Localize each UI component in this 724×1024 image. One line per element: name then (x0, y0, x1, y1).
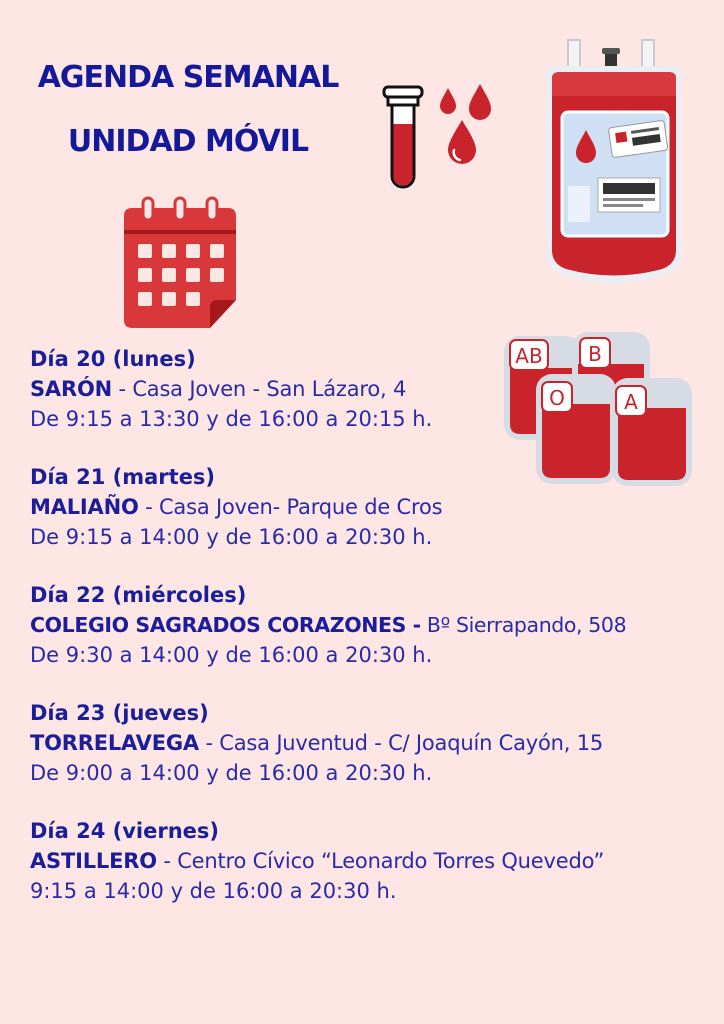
blood-type-label: A (624, 390, 638, 414)
blood-type-label: O (549, 386, 565, 410)
title-line-1: AGENDA SEMANAL (37, 60, 339, 95)
entry-day: Día 22 (miércoles) (30, 583, 247, 607)
schedule-entry (30, 344, 720, 434)
entry-place: SARÓN (30, 377, 112, 401)
blood-bag-icon (536, 38, 692, 290)
entry-location (30, 846, 720, 876)
entry-address: - Casa Joven - San Lázaro, 4 (111, 377, 407, 401)
entry-address: - Centro Cívico “Leonardo Torres Quevedo” (156, 849, 605, 873)
blood-type-label: B (588, 342, 602, 366)
schedule-list (30, 344, 720, 934)
title-line-2: UNIDAD MÓVIL (67, 124, 309, 159)
entry-address: - Casa Juventud - C/ Joaquín Cayón, 15 (198, 731, 604, 755)
test-tube-icon (378, 84, 428, 198)
schedule-entry (30, 462, 720, 552)
entry-location (30, 610, 720, 640)
entry-place: MALIAÑO (30, 495, 139, 519)
schedule-entry (30, 580, 720, 670)
entry-place: COLEGIO SAGRADOS CORAZONES - (30, 613, 421, 637)
entry-place: ASTILLERO (30, 849, 157, 873)
entry-hours: De 9:00 a 14:00 y de 16:00 a 20:30 h. (30, 761, 433, 785)
schedule-entry (30, 698, 720, 788)
entry-day: Día 23 (jueves) (30, 701, 209, 725)
entry-place: TORRELAVEGA (30, 731, 199, 755)
calendar-icon (118, 196, 242, 332)
entry-day: Día 21 (martes) (30, 465, 216, 489)
entry-address: - Casa Joven- Parque de Cros (138, 495, 443, 519)
entry-hours: 9:15 a 14:00 y de 16:00 a 20:30 h. (30, 879, 397, 903)
entry-location (30, 492, 720, 522)
entry-day: Día 24 (viernes) (30, 819, 220, 843)
blood-type-label: AB (515, 344, 543, 368)
entry-location (30, 728, 720, 758)
schedule-entry (30, 816, 720, 906)
entry-address: Bº Sierrapando, 508 (420, 613, 627, 637)
entry-hours: De 9:15 a 13:30 y de 16:00 a 20:15 h. (30, 407, 433, 431)
entry-day: Día 20 (lunes) (30, 347, 196, 371)
entry-hours: De 9:30 a 14:00 y de 16:00 a 20:30 h. (30, 643, 433, 667)
entry-location (30, 374, 720, 404)
blood-drops-icon (436, 84, 496, 170)
entry-hours: De 9:15 a 14:00 y de 16:00 a 20:30 h. (30, 525, 433, 549)
